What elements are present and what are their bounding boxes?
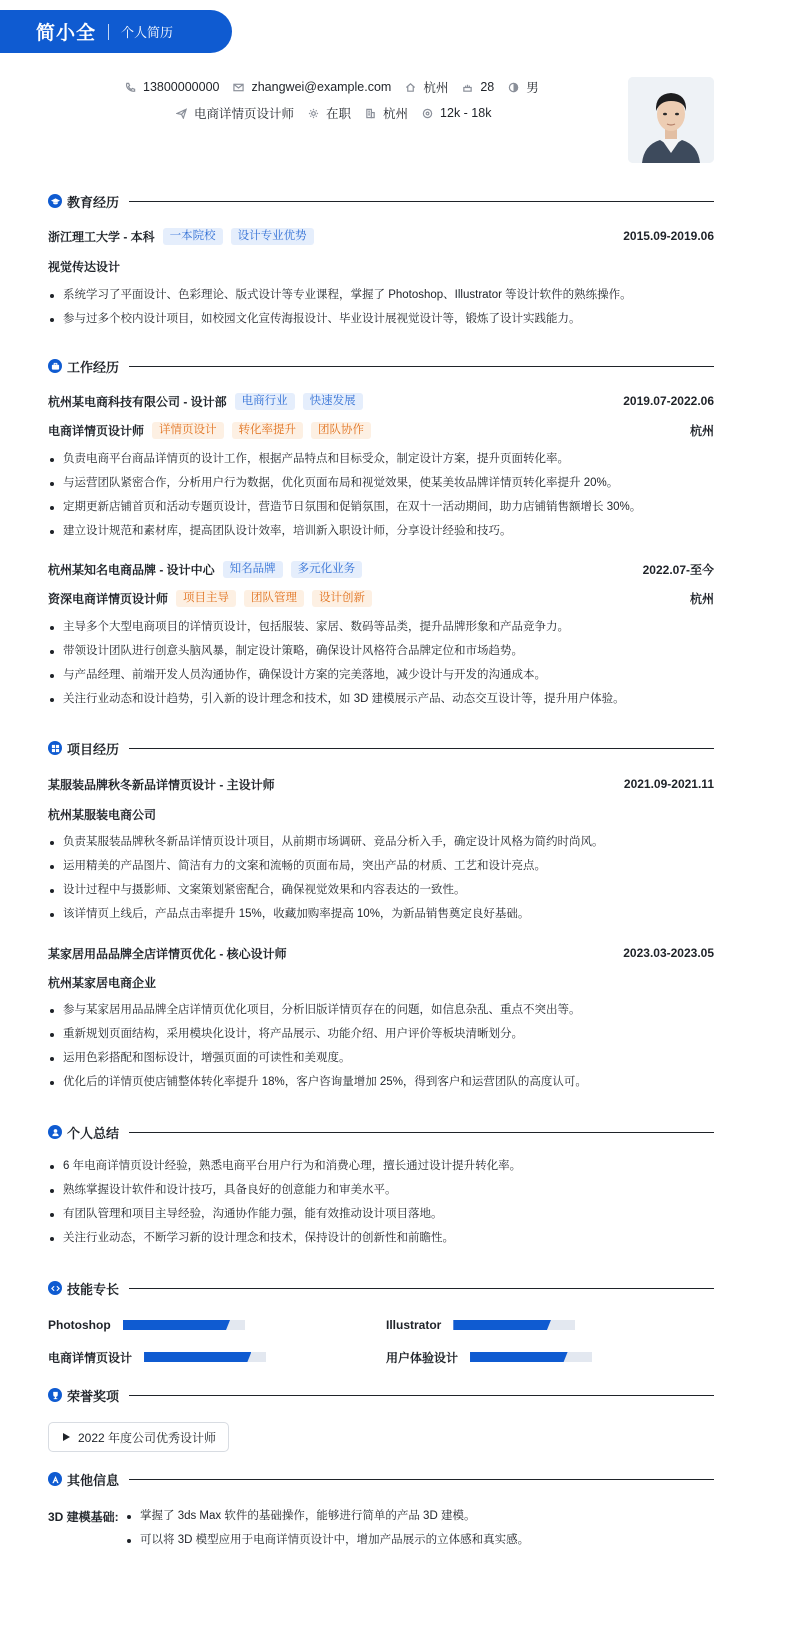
list-item: 有团队管理和项目主导经验，沟通协作能力强，能有效推动设计项目落地。 xyxy=(48,1205,714,1223)
list-item: 负责电商平台商品详情页的设计工作，根据产品特点和目标受众，制定设计方案，提升页面转化率。 xyxy=(48,450,714,468)
building-icon xyxy=(365,108,376,119)
grid-icon xyxy=(48,741,62,755)
skill-item-photoshop xyxy=(48,1318,245,1332)
section-heading: 教育经历 xyxy=(67,194,120,210)
job-header xyxy=(48,559,714,579)
list-item: 系统学习了平面设计、色彩理论、版式设计等专业课程，掌握了 Photoshop、Illustrator 等设计软件的熟练操作。 xyxy=(48,286,714,304)
list-item: 主导多个大型电商项目的详情页设计，包括服装、家居、数码等品类，提升品牌形象和产品竞争力。 xyxy=(48,618,714,636)
section-divider xyxy=(129,1288,714,1289)
list-item: 带领设计团队进行创意头脑风暴，制定设计策略，确保设计风格符合品牌定位和市场趋势。 xyxy=(48,642,714,660)
gear-icon xyxy=(308,108,319,119)
tag: 项目主导 xyxy=(176,590,236,607)
email-info xyxy=(233,80,391,94)
job-city: 杭州 xyxy=(689,423,714,438)
name-banner xyxy=(0,10,232,53)
list-item: 关注行业动态，不断学习新的设计理念和技术，保持设计的创新性和前瞻性。 xyxy=(48,1229,714,1247)
role-title: 资深电商详情页设计师 xyxy=(48,591,169,606)
skill-item-detail-page-design xyxy=(48,1350,266,1364)
project-name: 某家居用品品牌全店详情页优化 - 核心设计师 xyxy=(48,946,287,961)
resume-subtitle: 个人简历 xyxy=(121,25,174,40)
skill-bar-fill xyxy=(470,1352,568,1362)
contact-row-1 xyxy=(125,78,553,96)
trophy-icon xyxy=(48,1388,62,1402)
education-section-title xyxy=(48,191,714,211)
tag: 转化率提升 xyxy=(232,422,304,439)
tag: 团队管理 xyxy=(244,590,304,607)
tag: 详情页设计 xyxy=(152,422,224,439)
skill-bar xyxy=(123,1320,245,1330)
section-heading: 技能专长 xyxy=(67,1281,120,1297)
job-header xyxy=(48,391,714,411)
coin-icon xyxy=(422,108,433,119)
section-divider xyxy=(129,1395,714,1396)
status-value: 在职 xyxy=(326,107,352,121)
target-city-info xyxy=(365,104,408,122)
skill-name: Photoshop xyxy=(48,1318,111,1332)
skill-bar-fill xyxy=(453,1320,551,1330)
list-item: 与运营团队紧密合作，分析用户行为数据，优化页面布局和视觉效果，使某美妆品牌详情页转化率提升 20%。 xyxy=(48,474,714,492)
list-item: 重新规划页面结构，采用模块化设计，将产品展示、功能介绍、用户评价等板块清晰划分。 xyxy=(48,1025,714,1043)
date-range: 2022.07-至今 xyxy=(642,562,714,577)
age-info xyxy=(462,80,494,94)
list-item: 建立设计规范和素材库，提高团队设计效率，培训新入职设计师，分享设计经验和技巧。 xyxy=(48,522,714,540)
position-value: 电商详情页设计师 xyxy=(194,107,295,121)
target-city-value: 杭州 xyxy=(383,107,409,121)
skill-name: Illustrator xyxy=(386,1318,442,1332)
section-divider xyxy=(129,201,714,202)
list-item: 运用色彩搭配和图标设计，增强页面的可读性和美观度。 xyxy=(48,1049,714,1067)
tag: 团队协作 xyxy=(311,422,371,439)
section-heading: 工作经历 xyxy=(67,359,120,375)
major-row xyxy=(48,256,714,276)
list-item: 与产品经理、前端开发人员沟通协作，确保设计方案的完美落地，减少设计与开发的沟通成本。 xyxy=(48,666,714,684)
age-value: 28 xyxy=(480,80,495,94)
tag: 设计专业优势 xyxy=(231,228,314,245)
project-client-row xyxy=(48,804,714,824)
home-icon xyxy=(405,82,416,93)
list-item: 关注行业动态和设计趋势，引入新的设计理念和技术，如 3D 建模展示产品、动态交互设计等，提升用户体验。 xyxy=(48,690,714,708)
list-item: 设计过程中与摄影师、文案策划紧密配合，确保视觉效果和内容表达的一致性。 xyxy=(48,881,714,899)
mail-icon xyxy=(233,82,244,93)
avatar-image xyxy=(628,77,714,163)
project-client: 杭州某家居电商企业 xyxy=(48,975,157,990)
gender-info xyxy=(508,78,539,96)
skill-item-ux-design xyxy=(386,1350,592,1364)
other-section-title xyxy=(48,1469,714,1489)
other-label: 3D 建模基础: xyxy=(48,1510,119,1524)
phone-value: 13800000000 xyxy=(143,80,220,94)
list-item: 掌握了 3ds Max 软件的基础操作，能够进行简单的产品 3D 建模。 xyxy=(125,1507,714,1525)
company-name: 杭州某电商科技有限公司 - 设计部 xyxy=(48,394,227,409)
user-icon xyxy=(48,1125,62,1139)
project-client: 杭州某服装电商公司 xyxy=(48,807,157,822)
send-icon xyxy=(176,108,187,119)
gender-icon xyxy=(508,82,519,93)
tag: 快速发展 xyxy=(303,393,363,410)
skill-bar-fill xyxy=(123,1320,230,1330)
date-range: 2021.09-2021.11 xyxy=(623,777,714,791)
section-divider xyxy=(129,366,714,367)
gender-value: 男 xyxy=(526,81,539,95)
skill-name: 电商详情页设计 xyxy=(48,1350,133,1365)
education-header xyxy=(48,226,714,246)
section-divider xyxy=(129,1479,714,1480)
section-divider xyxy=(129,1132,714,1133)
tag: 知名品牌 xyxy=(223,561,283,578)
city-info xyxy=(405,78,448,96)
section-heading: 项目经历 xyxy=(67,741,120,757)
project-client-row xyxy=(48,972,714,992)
major: 视觉传达设计 xyxy=(48,259,121,274)
email-value: zhangwei@example.com xyxy=(251,80,392,94)
status-info xyxy=(308,104,351,122)
list-item: 参与过多个校内设计项目，如校园文化宣传海报设计、毕业设计展视觉设计等，锻炼了设计实践能力。 xyxy=(48,310,714,328)
role-title: 电商详情页设计师 xyxy=(48,423,145,438)
city-value: 杭州 xyxy=(423,81,449,95)
list-item: 6 年电商详情页设计经验，熟悉电商平台用户行为和消费心理，擅长通过设计提升转化率。 xyxy=(48,1157,714,1175)
code-icon xyxy=(48,1281,62,1295)
list-item: 优化后的详情页使店铺整体转化率提升 18%，客户咨询量增加 25%，得到客户和运营团队的高度认可。 xyxy=(48,1073,714,1091)
skill-bar xyxy=(453,1320,575,1330)
skill-bar xyxy=(144,1352,266,1362)
section-heading: 个人总结 xyxy=(67,1125,120,1141)
date-range: 2023.03-2023.05 xyxy=(623,946,714,960)
skill-bar xyxy=(470,1352,592,1362)
project-header xyxy=(48,774,714,794)
phone-info xyxy=(125,80,219,94)
project-name: 某服装品牌秋冬新品详情页设计 - 主设计师 xyxy=(48,777,275,792)
salary-info xyxy=(422,106,491,120)
section-heading: 荣誉奖项 xyxy=(67,1388,120,1404)
cake-icon xyxy=(462,82,473,93)
projects-section-title xyxy=(48,738,714,758)
profile-photo xyxy=(628,77,714,163)
skill-name: 用户体验设计 xyxy=(386,1350,459,1365)
list-item: 可以将 3D 模型应用于电商详情页设计中，增加产品展示的立体感和真实感。 xyxy=(125,1531,714,1549)
list-item: 负责某服装品牌秋冬新品详情页设计项目，从前期市场调研、竞品分析入手，确定设计风格为简约时尚风。 xyxy=(48,833,714,851)
award-item xyxy=(48,1422,229,1452)
work-section-title xyxy=(48,356,714,376)
play-icon xyxy=(63,1433,70,1441)
list-item: 该详情页上线后，产品点击率提升 15%，收藏加购率提高 10%，为新品销售奠定良好基础。 xyxy=(48,905,714,923)
position-info xyxy=(176,104,294,122)
award-label: 2022 年度公司优秀设计师 xyxy=(78,1430,217,1445)
contact-row-2 xyxy=(176,104,505,122)
skill-bar-fill xyxy=(144,1352,251,1362)
info-icon xyxy=(48,1472,62,1486)
tag: 设计创新 xyxy=(312,590,372,607)
divider xyxy=(108,24,109,40)
candidate-name: 简小全 xyxy=(36,23,97,44)
job-city: 杭州 xyxy=(689,591,714,606)
school-name: 浙江理工大学 - 本科 xyxy=(48,229,155,244)
list-item: 运用精美的产品图片、简洁有力的文案和流畅的页面布局，突出产品的材质、工艺和设计亮点。 xyxy=(48,857,714,875)
tag: 多元化业务 xyxy=(291,561,363,578)
salary-value: 12k - 18k xyxy=(440,106,492,120)
summary-section-title xyxy=(48,1122,714,1142)
date-range: 2015.09-2019.06 xyxy=(623,229,714,243)
list-item: 定期更新店铺首页和活动专题页设计，营造节日氛围和促销氛围，在双十一活动期间，助力店铺销售额增长 30%。 xyxy=(48,498,714,516)
job-role-row xyxy=(48,420,714,440)
tag: 电商行业 xyxy=(235,393,295,410)
skills-section-title xyxy=(48,1278,714,1298)
list-item: 熟练掌握设计软件和设计技巧，具备良好的创意能力和审美水平。 xyxy=(48,1181,714,1199)
tag: 一本院校 xyxy=(163,228,223,245)
section-divider xyxy=(129,748,714,749)
company-name: 杭州某知名电商品牌 - 设计中心 xyxy=(48,562,215,577)
list-item: 参与某家居用品品牌全店详情页优化项目，分析旧版详情页存在的问题，如信息杂乱、重点不突出等。 xyxy=(48,1001,714,1019)
phone-icon xyxy=(125,82,136,93)
briefcase-icon xyxy=(48,359,62,373)
project-header xyxy=(48,943,714,963)
job-role-row xyxy=(48,588,714,608)
skill-item-illustrator xyxy=(386,1318,575,1332)
section-heading: 其他信息 xyxy=(67,1472,120,1488)
awards-section-title xyxy=(48,1385,714,1405)
graduation-cap-icon xyxy=(48,194,62,208)
date-range: 2019.07-2022.06 xyxy=(623,394,714,408)
